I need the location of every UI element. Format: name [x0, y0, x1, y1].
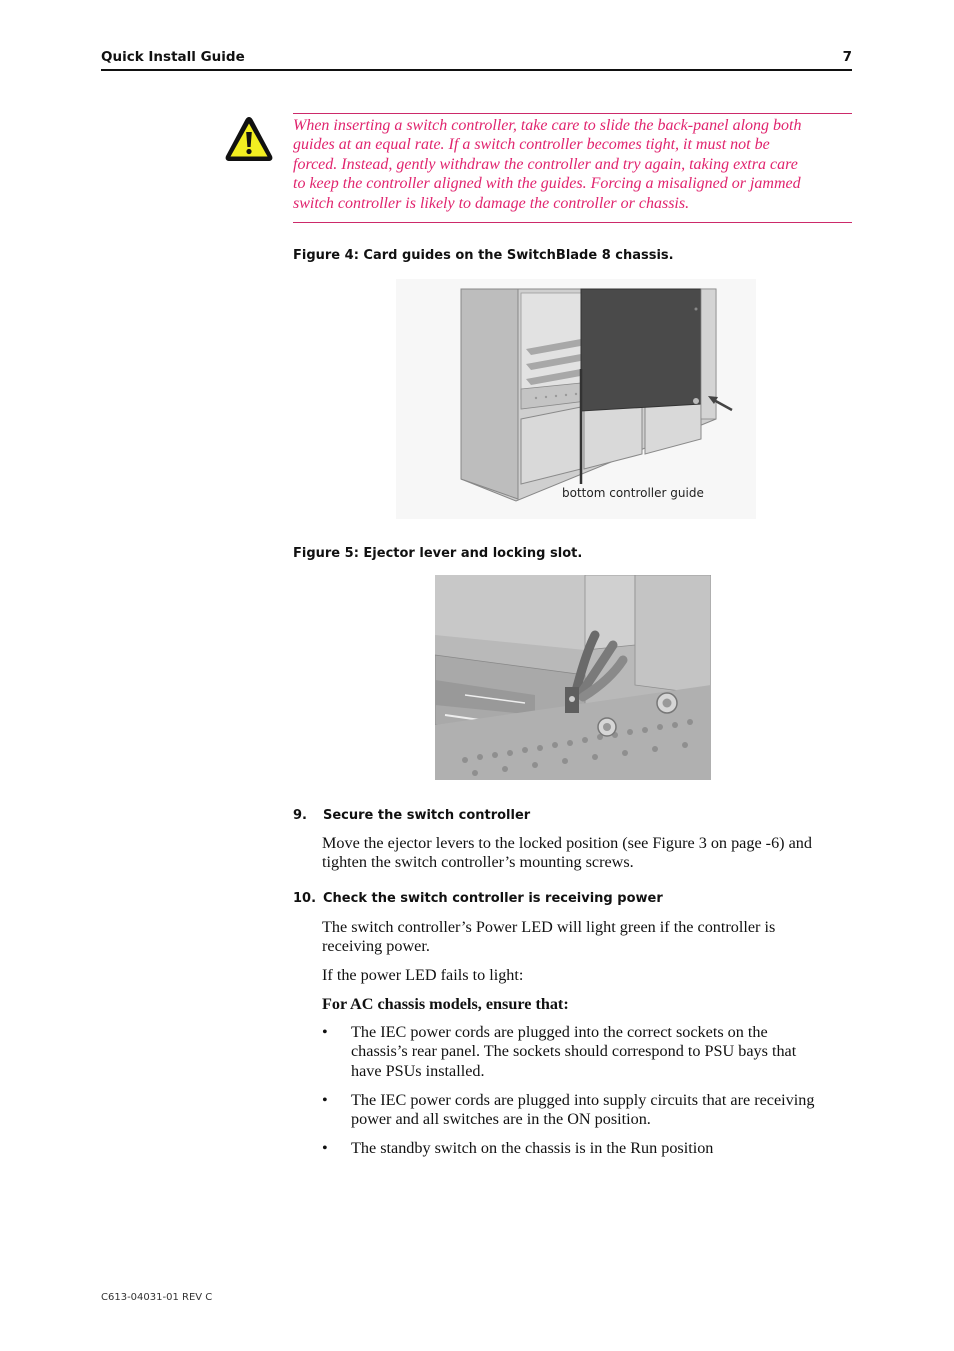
- warning-top-rule: [293, 113, 852, 114]
- figure4-label: bottom controller guide: [562, 486, 704, 500]
- warning-line: When inserting a switch controller, take care to slide the back-panel along both: [293, 117, 802, 134]
- bullet-symbol: •: [322, 1023, 328, 1041]
- bullet-line: The IEC power cords are plugged into supply circuits that are receiving: [351, 1091, 815, 1109]
- header-title: Quick Install Guide: [101, 49, 245, 65]
- step9-title: Secure the switch controller: [323, 808, 531, 823]
- bullet-line: The standby switch on the chassis is in the Run position: [351, 1139, 714, 1157]
- figure4-chassis-image: [396, 279, 756, 519]
- step10-line: The switch controller’s Power LED will light green if the controller is: [322, 918, 776, 936]
- bullet-symbol: •: [322, 1091, 328, 1109]
- bullet-line: power and all switches are in the ON position.: [351, 1110, 651, 1129]
- warning-line: guides at an equal rate. If a switch controller becomes tight, it must not be: [293, 136, 770, 154]
- step10-heading: [293, 891, 663, 906]
- warning-line: forced. Instead, gently withdraw the controller and try again, taking extra care: [293, 155, 798, 173]
- bullet-symbol: •: [322, 1139, 328, 1157]
- step9-number: 9.: [293, 808, 307, 823]
- page-header: [101, 48, 852, 71]
- step10-subheading: For AC chassis models, ensure that:: [322, 995, 569, 1013]
- step10-line: receiving power.: [322, 937, 430, 956]
- warning-triangle-icon: [223, 114, 275, 164]
- bullet-line: chassis’s rear panel. The sockets should correspond to PSU bays that: [351, 1042, 797, 1061]
- step10-para1: [322, 918, 854, 957]
- bullet-line: have PSUs installed.: [351, 1061, 485, 1080]
- document-id: C613-04031-01 REV C: [101, 1292, 213, 1303]
- step9-line: Move the ejector levers to the locked position (see Figure 3 on page -6) and: [322, 834, 812, 852]
- figure4-caption: Figure 4: Card guides on the SwitchBlade 8 chassis.: [293, 248, 674, 263]
- warning-text: [293, 116, 853, 213]
- figure5-ejector-image: [435, 575, 711, 780]
- page-number: 7: [842, 49, 852, 65]
- warning-bottom-rule: [293, 222, 852, 223]
- warning-line: switch controller is likely to damage the controller or chassis.: [293, 194, 690, 212]
- step10-number: 10.: [293, 891, 317, 906]
- step9-heading: [293, 808, 530, 823]
- step9-line: tighten the switch controller’s mounting screws.: [322, 853, 634, 872]
- step10-title: Check the switch controller is receiving power: [323, 891, 663, 906]
- warning-line: to keep the controller aligned with the guides. Forcing a misaligned or jammed: [293, 175, 801, 193]
- step9-body: [322, 834, 854, 873]
- step10-para2: If the power LED fails to light:: [322, 966, 524, 984]
- bullet-line: The IEC power cords are plugged into the correct sockets on the: [351, 1023, 768, 1041]
- figure5-caption: Figure 5: Ejector lever and locking slot.: [293, 546, 583, 561]
